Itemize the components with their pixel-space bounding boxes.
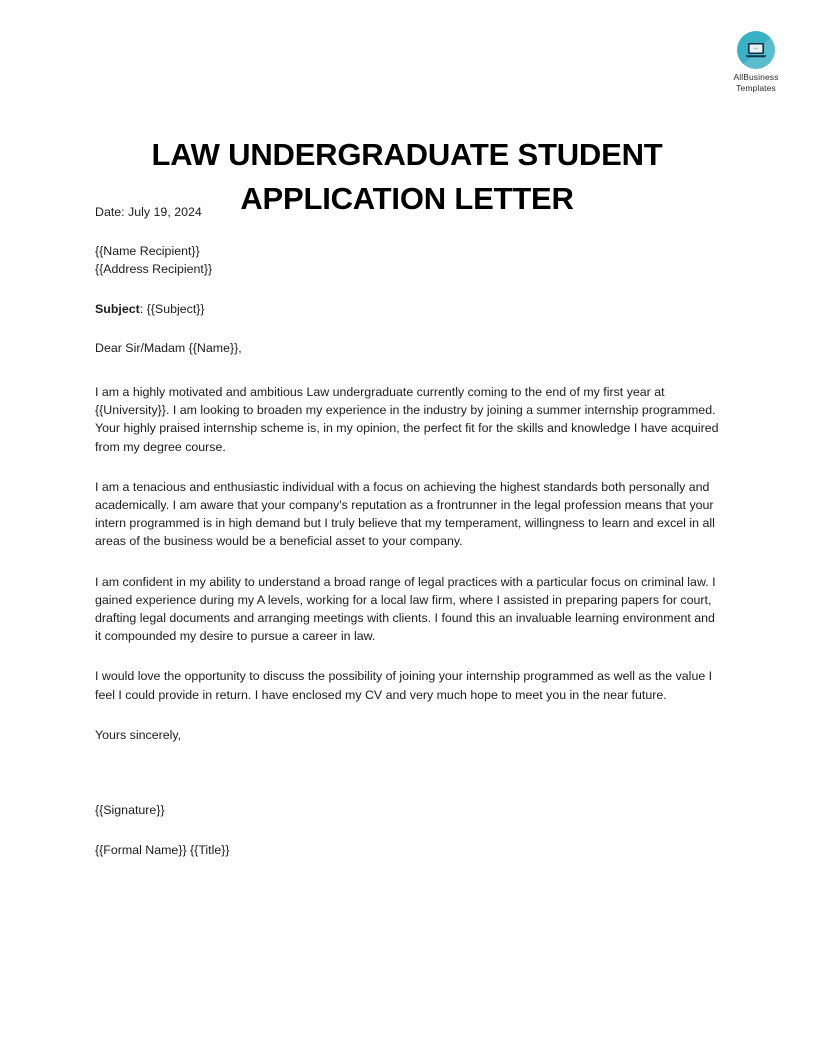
subject-line (95, 300, 723, 318)
spacer (95, 456, 723, 478)
letter-date: Date: July 19, 2024 (95, 205, 202, 219)
brand-logo-block (712, 31, 800, 93)
spacer (95, 279, 723, 300)
spacer (95, 221, 723, 242)
brand-name-line-1: AllBusiness (733, 72, 779, 82)
laptop-icon (737, 31, 775, 69)
spacer (95, 551, 723, 573)
body-paragraph-3: I am confident in my ability to understand a broad range of legal practices with a particular focus on criminal law. I gained experience during my A levels, working for a local law firm, where I assisted in preparing papers for court, drafting legal documents and arranging meetings with clients. I found this an invaluable learning environment and it compounded my desire to pursue a career in law. (95, 574, 716, 644)
closing-salutation: Yours sincerely, (95, 727, 182, 742)
salutation: Dear Sir/Madam {{Name}}, (95, 340, 242, 355)
body-paragraph-1: I am a highly motivated and ambitious Law undergraduate currently coming to the end of my first year at {{University}}. I am looking to broaden my experience in the industry by joining a summer internship programmed. Your highly praised internship scheme is, in my opinion, the perfect fit for the skills and knowledge I have acquired from my degree course. (95, 385, 719, 454)
letter-body (95, 203, 723, 859)
subject-value: {{Subject}} (146, 301, 205, 316)
body-paragraph-2: I am a tenacious and enthusiastic individual with a focus on achieving the highest standards both personally and academically. I am aware that your company's reputation as a frontrunner in the legal profession means that your intern programmed is in high demand but I truly believe that my temperament, willingness to learn and excel in all areas of the business would be a beneficial asset to your company. (95, 479, 715, 549)
page-title-line-1: LAW UNDERGRADUATE STUDENT (151, 136, 663, 172)
spacer (95, 704, 723, 726)
spacer (95, 318, 723, 339)
signature-space (95, 744, 723, 801)
brand-name (712, 72, 800, 93)
subject-label: Subject (95, 301, 140, 316)
spacer (95, 645, 723, 667)
recipient-address: {{Address Recipient}} (95, 262, 213, 277)
spacer (95, 819, 723, 841)
subject-separator: : (139, 301, 147, 316)
body-paragraph-4: I would love the opportunity to discuss the possibility of joining your internship programmed as well as the value I feel I could provide in return. I have enclosed my CV and very much hope to meet you in the near future. (95, 669, 713, 702)
recipient-block (95, 242, 723, 278)
signature-placeholder: {{Signature}} (95, 803, 165, 818)
brand-name-line-2: Templates (736, 82, 776, 93)
page-title-line-2: APPLICATION LETTER (240, 180, 574, 216)
spacer (95, 357, 723, 383)
recipient-name: {{Name Recipient}} (95, 244, 200, 259)
formal-name-line: {{Formal Name}} {{Title}} (95, 843, 230, 858)
